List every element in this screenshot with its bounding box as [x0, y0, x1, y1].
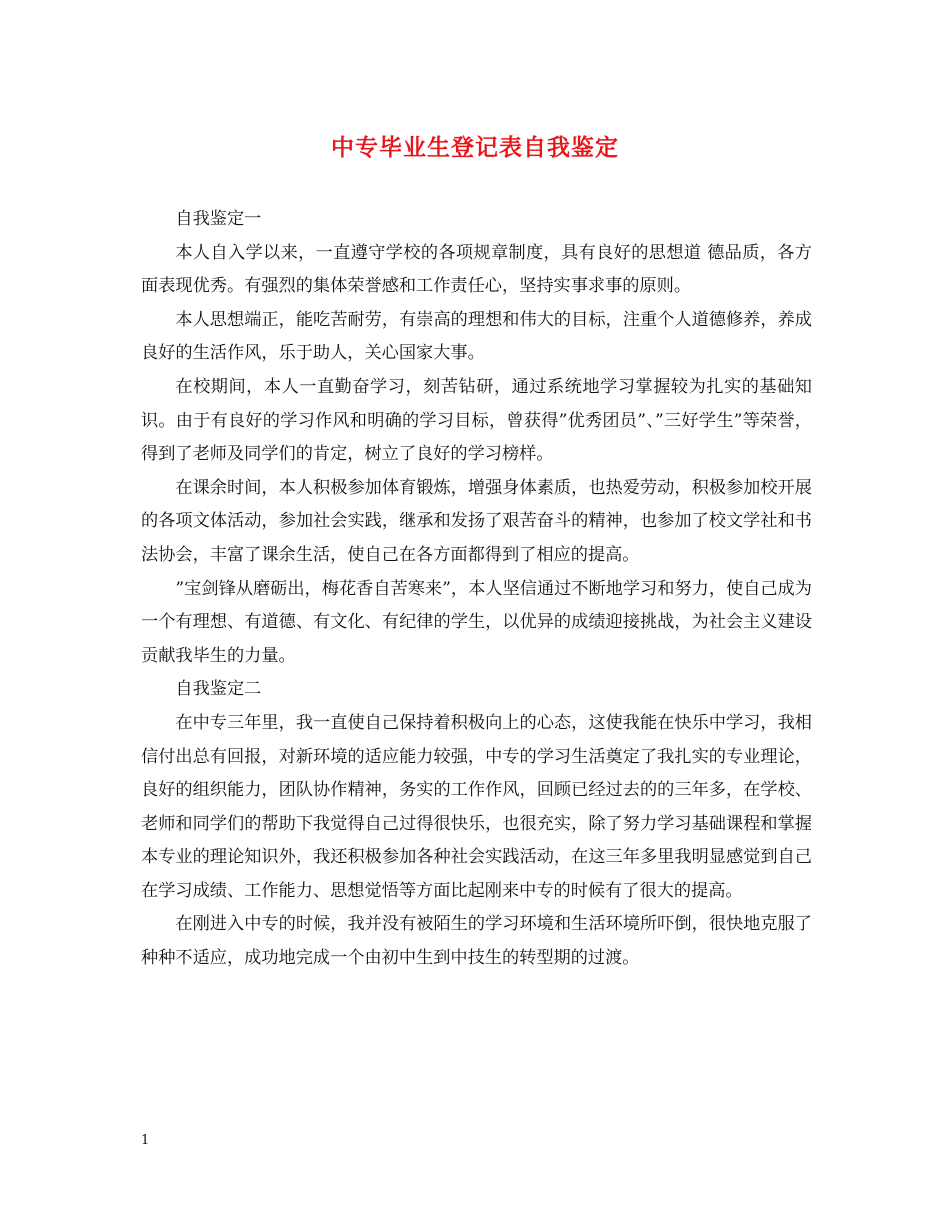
section-heading-1: 自我鉴定一: [175, 209, 262, 229]
paragraph: 在刚进入中专的时候，我并没有被陌生的学习环境和生活环境所吓倒，很快地克服了种种不适应，成功地完成一个由初中生到中技生的转型期的过渡。: [141, 914, 812, 969]
paragraph: 在课余时间，本人积极参加体育锻炼，增强身体素质，也热爱劳动，积极参加校开展的各项文体活动，参加社会实践，继承和发扬了艰苦奋斗的精神，也参加了校文学社和书法协会，丰富了课余生活，使自己在各方面都得到了相应的提高。: [141, 477, 812, 565]
document-body: [141, 203, 812, 976]
page-number: 1: [141, 1133, 150, 1148]
section-heading-2: 自我鉴定二: [175, 679, 262, 700]
paragraph: 在校期间，本人一直勤奋学习，刻苦钻研，通过系统地学习掌握较为扎实的基础知识。由于有良好的学习作风和明确的学习目标，曾获得”优秀团员”、”三好学生”等荣誉，得到了老师及同学们的肯定，树立了良好的学习榜样。: [141, 376, 812, 465]
paragraph: ”宝剑锋从磨砺出，梅花香自苦寒来”，本人坚信通过不断地学习和努力，使自己成为一个有理想、有道德、有文化、有纪律的学生，以优异的成绩迎接挑战，为社会主义建设贡献我毕生的力量。: [141, 578, 812, 666]
paragraph: 本人思想端正，能吃苦耐劳，有崇高的理想和伟大的目标，注重个人道德修养，养成良好的生活作风，乐于助人，关心国家大事。: [141, 309, 812, 364]
paragraph: 本人自入学以来，一直遵守学校的各项规章制度，具有良好的思想道 德品质，各方面表现优秀。有强烈的集体荣誉感和工作责任心，坚持实事求事的原则。: [141, 242, 812, 297]
document-title: 中专毕业生登记表自我鉴定: [331, 134, 619, 161]
paragraph: 在中专三年里，我一直使自己保持着积极向上的心态，这使我能在快乐中学习，我相信付出总有回报，对新环境的适应能力较强，中专的学习生活奠定了我扎实的专业理论，良好的组织能力，团队协作精神，务实的工作作风，回顾已经过去的的三年多，在学校、老师和同学们的帮助下我觉得自己过得很快乐，也很充实，除了努力学习基础课程和掌握本专业的理论知识外，我还积极参加各种社会实践活动，在这三年多里我明显感觉到自己在学习成绩、工作能力、思想觉悟等方面比起刚来中专的时候有了很大的提高。: [141, 712, 812, 901]
